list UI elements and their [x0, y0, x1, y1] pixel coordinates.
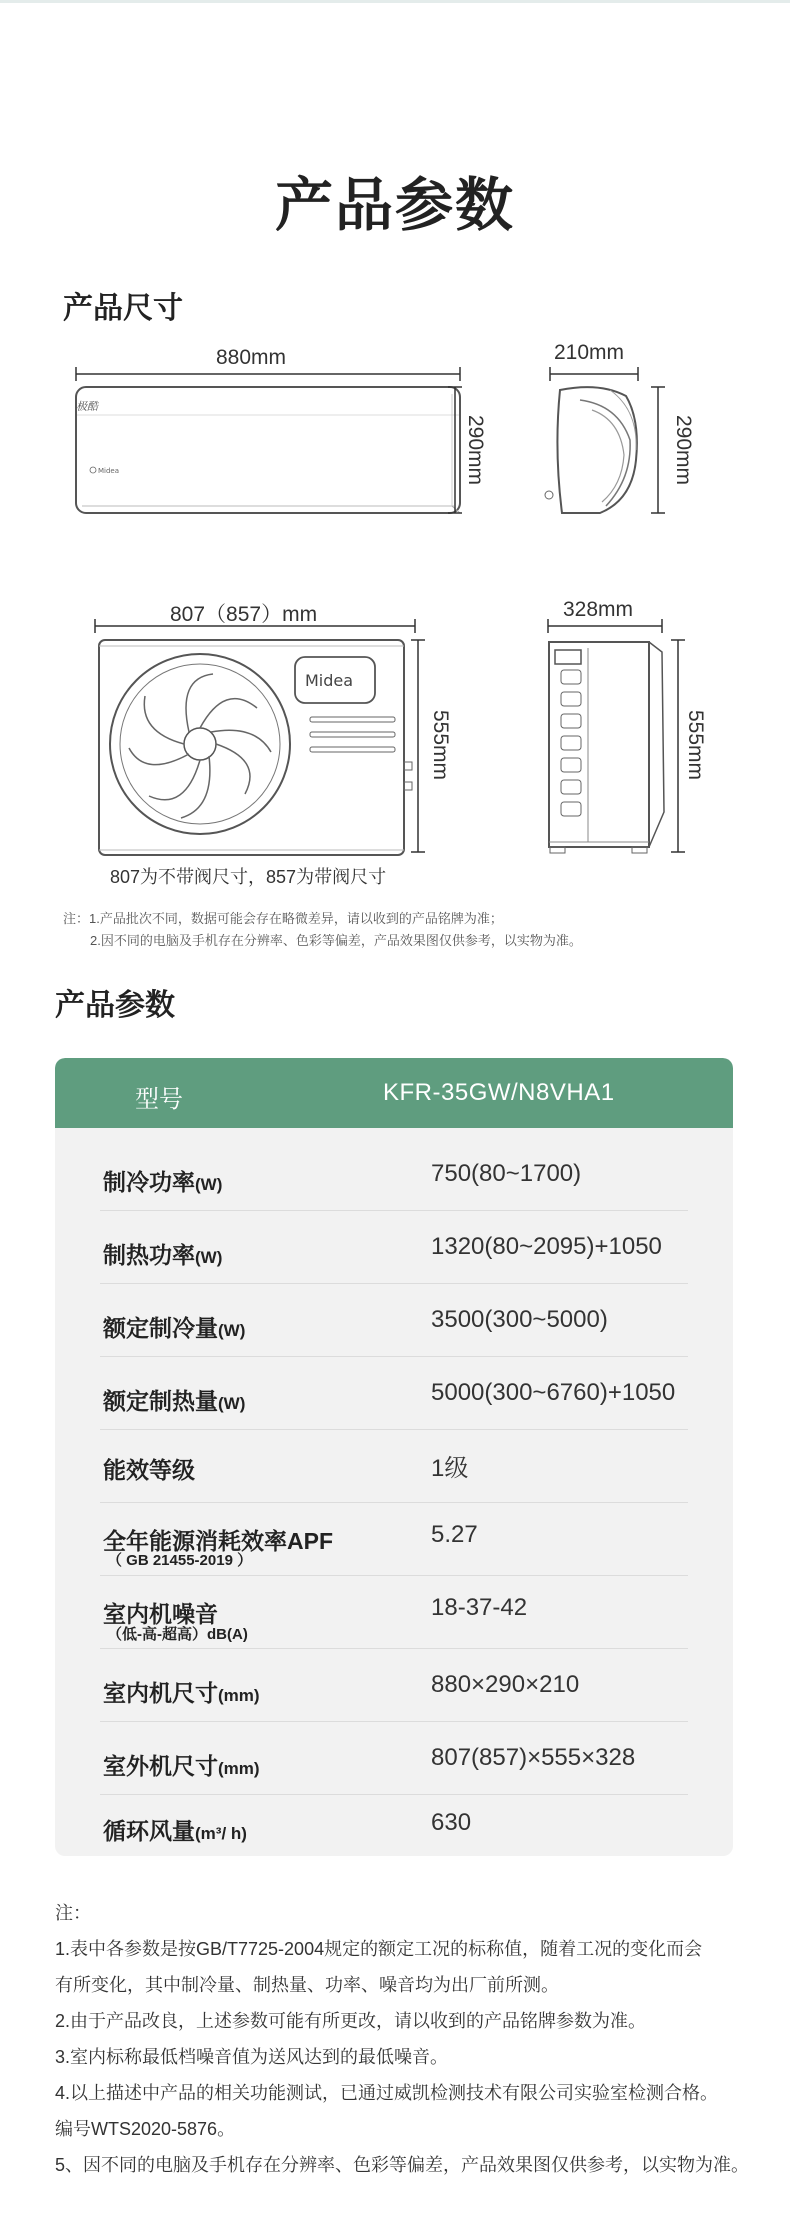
- row-label: 室内机尺寸: [103, 1680, 218, 1706]
- row-label: 额定制冷量: [103, 1315, 218, 1341]
- dimension-note-2: 2.因不同的电脑及手机存在分辨率、色彩等偏差，产品效果图仅供参考，以实物为准。: [90, 933, 582, 948]
- model-value: KFR-35GW/N8VHA1: [383, 1079, 615, 1106]
- table-row: [55, 1430, 733, 1503]
- row-value: 1320(80~2095)+1050: [431, 1233, 662, 1260]
- dimensions-heading: 产品尺寸: [63, 292, 183, 325]
- indoor-depth-label: 210mm: [554, 341, 625, 364]
- footnote-line: 注：: [55, 1903, 91, 1923]
- row-value: 18-37-42: [431, 1594, 528, 1621]
- row-label: 室内机噪音: [103, 1601, 218, 1627]
- model-label: 型号: [135, 1086, 183, 1113]
- row-unit: (mm): [218, 1686, 260, 1705]
- row-value: 807(857)×555×328: [431, 1744, 636, 1771]
- row-unit: (mm): [218, 1759, 260, 1778]
- row-label: 室外机尺寸: [103, 1753, 218, 1779]
- row-sublabel: （低-高-超高）dB(A): [107, 1626, 248, 1643]
- outdoor-depth-label: 328mm: [563, 598, 634, 621]
- spec-table: [55, 1058, 733, 1856]
- footnote-line: 4.以上描述中产品的相关功能测试，已通过威凯检测技术有限公司实验室检测合格。: [55, 2083, 719, 2103]
- indoor-side-height-label: 290mm: [672, 414, 695, 486]
- table-row: [55, 1722, 733, 1795]
- indoor-small-logo: Midea: [98, 467, 120, 475]
- footnote-line: 3.室内标称最低档噪音值为送风达到的最低噪音。: [55, 2047, 449, 2067]
- row-unit: (W): [218, 1321, 246, 1340]
- row-unit: (m³/ h): [195, 1824, 247, 1843]
- outdoor-unit-side-illustration: [540, 612, 670, 862]
- page-title: 产品参数: [274, 173, 515, 238]
- row-label: 能效等级: [103, 1457, 195, 1483]
- row-unit: (W): [218, 1394, 246, 1413]
- top-divider: [0, 0, 790, 3]
- row-label: 循环风量: [103, 1818, 195, 1844]
- footnote-line: 编号WTS2020-5876。: [55, 2119, 236, 2139]
- dimension-note-1: 注：1.产品批次不同，数据可能会存在略微差异，请以收到的产品铭牌为准；: [63, 911, 503, 926]
- row-unit: (W): [195, 1175, 223, 1194]
- footnote-line: 5、因不同的电脑及手机存在分辨率、色彩等偏差，产品效果图仅供参考，以实物为准。: [55, 2155, 750, 2175]
- indoor-height-dimension-line: [445, 382, 465, 522]
- row-value: 630: [431, 1809, 472, 1836]
- row-label: 制热功率: [103, 1242, 195, 1268]
- dimension-caption: 807为不带阀尺寸，857为带阀尺寸: [110, 867, 387, 887]
- midea-logo: Midea: [305, 671, 354, 690]
- footnotes: [55, 1895, 755, 2183]
- table-row: [55, 1138, 733, 1211]
- indoor-unit-front-illustration: [60, 360, 480, 520]
- row-value: 3500(300~5000): [431, 1306, 608, 1333]
- row-value: 880×290×210: [431, 1671, 580, 1698]
- row-sublabel: （ GB 21455-2019 ）: [107, 1552, 253, 1569]
- row-value: 5.27: [431, 1521, 478, 1548]
- indoor-side-height-dimension-line: [648, 382, 668, 522]
- table-row: [55, 1284, 733, 1357]
- indoor-width-label: 880mm: [216, 346, 287, 369]
- table-row: [55, 1211, 733, 1284]
- row-label: 制冷功率: [103, 1169, 195, 1195]
- row-label: 全年能源消耗效率APF: [103, 1528, 333, 1554]
- outdoor-height-dimension-line: [408, 636, 428, 856]
- footnote-line: 1.表中各参数是按GB/T7725-2004规定的额定工况的标称值，随着工况的变化而会: [55, 1939, 703, 1959]
- footnote-line: 2.由于产品改良，上述参数可能有所更改，请以收到的产品铭牌参数为准。: [55, 2011, 647, 2031]
- outdoor-side-height-label: 555mm: [684, 709, 707, 781]
- indoor-height-label: 290mm: [464, 414, 487, 486]
- params-heading: 产品参数: [55, 989, 175, 1022]
- table-row: [55, 1503, 733, 1576]
- table-row: [55, 1357, 733, 1430]
- footnote-line: 有所变化，其中制冷量、制热量、功率、噪音均为出厂前所测。: [55, 1975, 559, 1995]
- row-value: 1级: [431, 1455, 469, 1482]
- indoor-brand-text: 极酷: [76, 400, 98, 413]
- row-value: 750(80~1700): [431, 1160, 582, 1187]
- row-value: 5000(300~6760)+1050: [431, 1379, 676, 1406]
- spec-table-header: [55, 1058, 733, 1128]
- row-label: 额定制热量: [103, 1388, 218, 1414]
- table-row: [55, 1649, 733, 1722]
- table-row: [55, 1795, 733, 1856]
- outdoor-height-label: 555mm: [429, 709, 452, 781]
- outdoor-unit-front-illustration: [85, 612, 425, 862]
- table-row: [55, 1576, 733, 1649]
- row-unit: (W): [195, 1248, 223, 1267]
- outdoor-width-label: 807（857）mm: [170, 603, 318, 626]
